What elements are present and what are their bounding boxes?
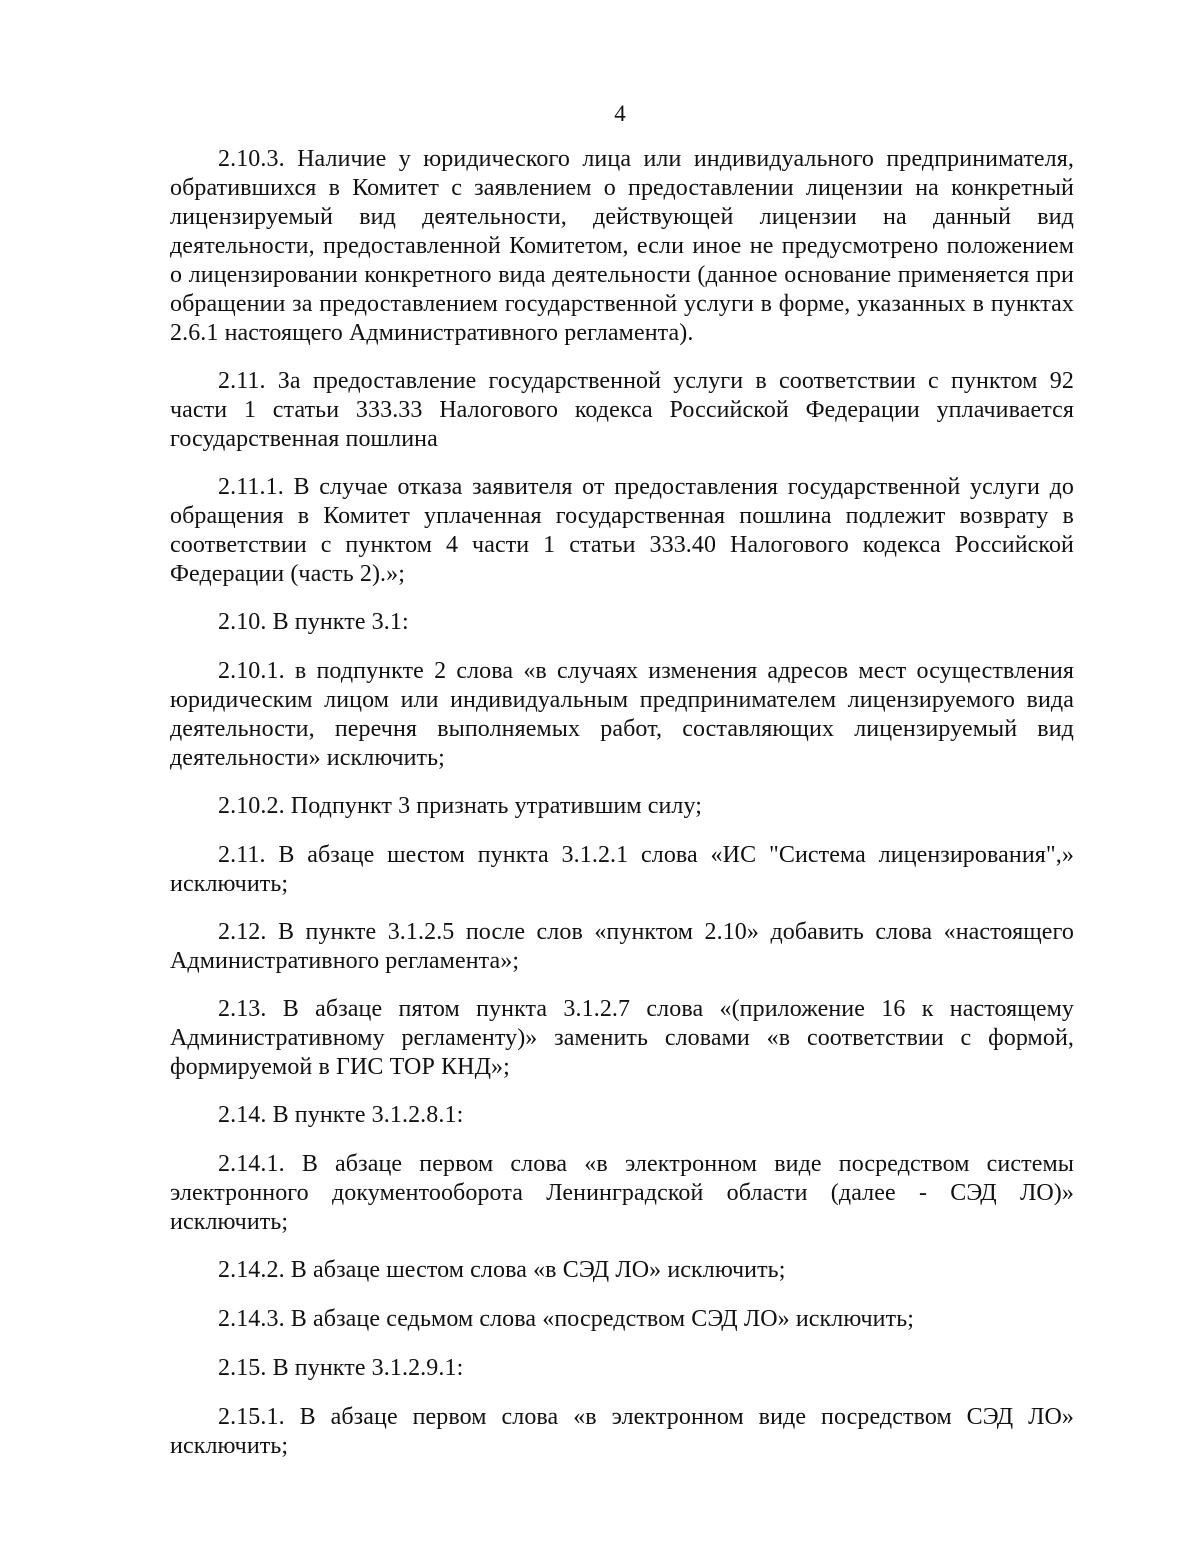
paragraph-2-15-1: 2.15.1. В абзаце первом слова «в электронном виде посредством СЭД ЛО» исключить; — [170, 1404, 1074, 1459]
paragraph-2-11-fee: 2.11. За предоставление государственной услуги в соответствии с пунктом 92 части 1 статьи 333.33 Налогового кодекса Российской Федерации уплачивается государственная пошлина — [170, 368, 1074, 452]
paragraph-2-14-3: 2.14.3. В абзаце седьмом слова «посредством СЭД ЛО» исключить; — [218, 1306, 915, 1332]
paragraph-2-14-1: 2.14.1. В абзаце первом слова «в электронном виде посредством системы электронного документооборота Ленинградской области (далее - СЭД ЛО)» исключить; — [170, 1151, 1074, 1235]
paragraph-2-10-3: 2.10.3. Наличие у юридического лица или индивидуального предпринимателя, обратившихся в Комитет с заявлением о предоставлении лицензии на конкретный лицензируемый вид деятельности, действующей лицензии на данный вид деятельности, предоставленной Комитетом, если иное не предусмотрено положением о лицензировании конкретного вида деятельности (данное основание применяется при обращении за предоставлением государственной услуги в форме, указанных в пунктах 2.6.1 настоящего Административного регламента). — [170, 146, 1074, 346]
paragraph-2-11-1: 2.11.1. В случае отказа заявителя от предоставления государственной услуги до обращения в Комитет уплаченная государственная пошлина подлежит возврату в соответствии с пунктом 4 части 1 статьи 333.40 Налогового кодекса Российской Федерации (часть 2).»; — [170, 474, 1074, 587]
paragraph-2-15: 2.15. В пункте 3.1.2.9.1: — [218, 1355, 464, 1381]
paragraph-2-11-item-3-1-2-1: 2.11. В абзаце шестом пункта 3.1.2.1 слова «ИС "Система лицензирования",» исключить; — [170, 842, 1074, 897]
document-body — [170, 145, 1074, 1480]
paragraph-2-12: 2.12. В пункте 3.1.2.5 после слов «пунктом 2.10» добавить слова «настоящего Административного регламента»; — [170, 919, 1074, 974]
paragraph-2-10-item-3-1: 2.10. В пункте 3.1: — [218, 609, 409, 635]
paragraph-2-14-2: 2.14.2. В абзаце шестом слова «в СЭД ЛО» исключить; — [218, 1257, 786, 1283]
paragraph-2-10-1: 2.10.1. в подпункте 2 слова «в случаях изменения адресов мест осуществления юридическим лицом или индивидуальным предпринимателем лицензируемого вида деятельности, перечня выполняемых работ, составляющих лицензируемый вид деятельности» исключить; — [170, 658, 1074, 771]
paragraph-2-14: 2.14. В пункте 3.1.2.8.1: — [218, 1102, 464, 1128]
page-number: 4 — [614, 101, 626, 126]
paragraph-2-10-2: 2.10.2. Подпункт 3 признать утратившим силу; — [218, 793, 703, 819]
paragraph-2-13: 2.13. В абзаце пятом пункта 3.1.2.7 слова «(приложение 16 к настоящему Административному регламенту)» заменить словами «в соответствии с формой, формируемой в ГИС ТОР КНД»; — [170, 996, 1074, 1080]
